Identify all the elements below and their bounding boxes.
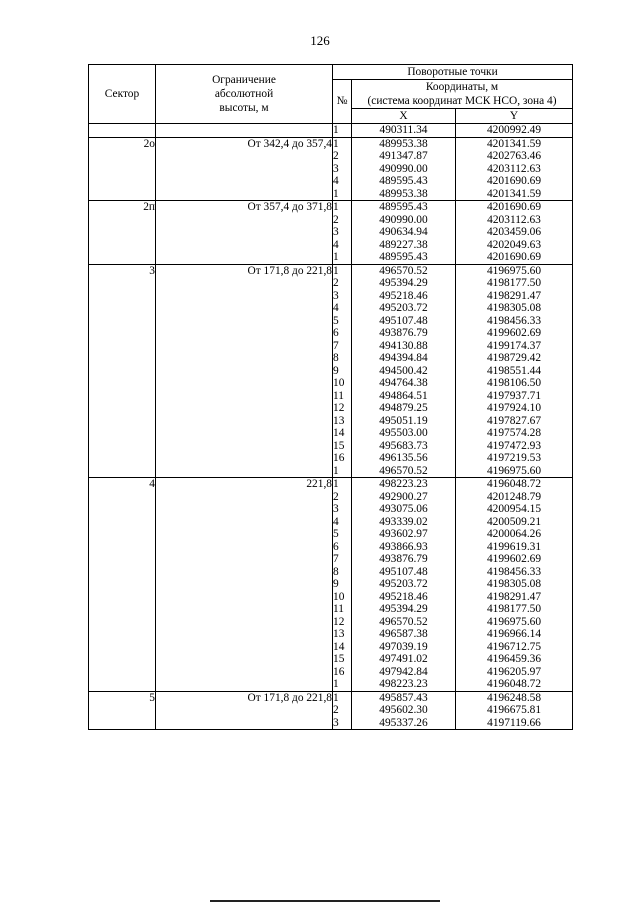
coord-x: 495107.48 (379, 314, 428, 327)
sector-group-row (89, 201, 573, 265)
coord-x: 490990.00 (379, 162, 428, 175)
point-number: 9 (333, 364, 339, 377)
height-limit-cell: От 171,8 до 221,8 (156, 264, 333, 478)
coord-y: 4197472.93 (486, 439, 542, 452)
coord-y: 4196048.72 (486, 478, 542, 490)
coord-x: 489953.38 (379, 187, 428, 200)
coord-x: 493339.02 (379, 515, 428, 528)
scan-edge-mark (210, 900, 440, 902)
coord-y: 4197937.71 (486, 389, 542, 402)
table-body (89, 124, 573, 730)
point-number: 12 (333, 402, 345, 414)
point-number: 15 (333, 653, 345, 665)
point-number: 8 (333, 352, 339, 364)
point-number: 1 (333, 264, 339, 277)
coord-y: 4201248.79 (486, 490, 542, 503)
point-number: 11 (333, 603, 344, 615)
coord-y: 4199174.37 (486, 339, 542, 352)
coord-y: 4200954.15 (486, 503, 542, 515)
header-coords-line-1: Координаты, м (425, 81, 499, 93)
sector-cell: 2п (89, 201, 156, 265)
coord-y: 4201690.69 (486, 175, 542, 187)
point-number: 6 (333, 327, 339, 339)
point-number: 14 (333, 640, 345, 653)
coord-y: 4196675.81 (486, 704, 542, 716)
coord-y: 4197827.67 (486, 414, 542, 427)
coord-y: 4200509.21 (486, 515, 542, 528)
coord-x: 495107.48 (379, 565, 428, 578)
point-number: 2 (333, 277, 339, 289)
coord-x: 495218.46 (379, 590, 428, 603)
coord-x: 495857.43 (379, 691, 428, 704)
coord-y: 4199619.31 (486, 540, 542, 553)
coord-y: 4196975.60 (486, 464, 542, 477)
coord-y: 4196712.75 (486, 640, 542, 653)
coord-y: 4196975.60 (486, 615, 542, 628)
point-number: 3 (333, 226, 339, 238)
point-number: 2 (333, 150, 339, 162)
coord-y: 4197574.28 (486, 427, 542, 439)
header-limit-line-3: высоты, м (219, 102, 269, 114)
coord-x: 495394.29 (379, 603, 428, 615)
point-number: 5 (333, 314, 339, 327)
point-number: 3 (333, 289, 339, 302)
point-number: 16 (333, 452, 345, 464)
point-number: 1 (333, 478, 339, 490)
coord-x-cell (352, 137, 456, 201)
coord-x: 493602.97 (379, 528, 428, 540)
point-number: 4 (333, 238, 339, 251)
coord-x: 490990.00 (379, 213, 428, 226)
coord-x: 494764.38 (379, 377, 428, 389)
coord-x: 493075.06 (379, 503, 428, 515)
coord-y: 4201690.69 (486, 201, 542, 213)
header-limit-line-1: Ограничение (212, 74, 276, 86)
header-height-limit (156, 65, 333, 124)
coord-x: 497491.02 (379, 653, 428, 665)
point-number: 10 (333, 377, 345, 389)
header-coords-line-2: (система координат МСК НСО, зона 4) (367, 95, 557, 107)
point-number: 16 (333, 665, 345, 678)
coord-x: 495218.46 (379, 289, 428, 302)
coord-x: 495203.72 (379, 578, 428, 590)
point-number: 5 (333, 528, 339, 540)
point-number: 3 (333, 503, 339, 515)
coord-x: 495503.00 (379, 427, 428, 439)
coord-x: 496587.38 (379, 628, 428, 640)
point-number: 4 (333, 175, 339, 187)
coord-x: 490634.94 (379, 226, 428, 238)
coord-x: 495602.30 (379, 704, 428, 716)
point-number: 12 (333, 615, 345, 628)
coord-x: 496135.56 (379, 452, 428, 464)
sector-cell: 2о (89, 137, 156, 201)
coord-x: 490311.34 (379, 124, 428, 136)
sector-cell: 3 (89, 264, 156, 478)
coord-x: 494879.25 (379, 402, 428, 414)
coord-x: 496570.52 (379, 464, 428, 477)
coord-x: 498223.23 (379, 478, 428, 490)
coord-x: 494130.88 (379, 339, 428, 352)
coord-x: 496570.52 (379, 615, 428, 628)
coord-y: 4198177.50 (486, 277, 542, 289)
point-number: 2 (333, 490, 339, 503)
point-number: 2 (333, 213, 339, 226)
coord-x: 489595.43 (379, 251, 428, 263)
header-y: Y (456, 109, 573, 124)
coordinates-table (88, 64, 573, 730)
coord-y: 4198729.42 (486, 352, 542, 364)
point-number: 14 (333, 427, 345, 439)
coord-y: 4198106.50 (486, 377, 542, 389)
coord-y: 4196975.60 (486, 264, 542, 277)
height-limit-cell: От 357,4 до 371,8 (156, 201, 333, 265)
coord-y: 4203112.63 (487, 213, 541, 226)
point-number: 1 (333, 678, 339, 690)
header-x: X (352, 109, 456, 124)
point-number: 1 (333, 124, 339, 136)
point-number: 15 (333, 439, 345, 452)
coord-x: 493866.93 (379, 540, 428, 553)
coord-x-cell (352, 124, 456, 138)
coord-x: 495394.29 (379, 277, 428, 289)
point-number-cell (333, 264, 352, 478)
coord-y-cell (456, 137, 573, 201)
coord-y: 4200992.49 (486, 124, 542, 136)
coord-y: 4197119.66 (487, 716, 541, 729)
coord-x-cell (352, 264, 456, 478)
coord-x: 489227.38 (379, 238, 428, 251)
coord-x-cell (352, 691, 456, 730)
coord-y: 4198551.44 (486, 364, 542, 377)
coord-y: 4201341.59 (486, 187, 542, 200)
sector-group-row (89, 691, 573, 730)
header-coordinates (352, 80, 573, 109)
coord-y: 4196205.97 (486, 665, 542, 678)
coord-x: 494500.42 (379, 364, 428, 377)
coord-x: 495203.72 (379, 302, 428, 314)
point-number: 9 (333, 578, 339, 590)
height-limit-cell (156, 124, 333, 138)
point-number: 6 (333, 540, 339, 553)
coord-y: 4202763.46 (486, 150, 542, 162)
coord-x: 495683.73 (379, 439, 428, 452)
coord-y: 4203112.63 (487, 162, 541, 175)
table-header (89, 65, 573, 124)
point-number: 3 (333, 716, 339, 729)
point-number: 7 (333, 553, 339, 565)
coord-x: 497039.19 (379, 640, 428, 653)
point-number: 1 (333, 251, 339, 263)
sector-group-row (89, 137, 573, 201)
coord-y: 4202049.63 (486, 238, 542, 251)
sector-group-row (89, 124, 573, 138)
point-number-cell (333, 691, 352, 730)
sector-cell: 5 (89, 691, 156, 730)
coord-x: 492900.27 (379, 490, 428, 503)
coord-y: 4203459.06 (486, 226, 542, 238)
coord-y: 4198177.50 (486, 603, 542, 615)
point-number: 2 (333, 704, 339, 716)
point-number-cell (333, 201, 352, 265)
coord-y: 4196048.72 (486, 678, 542, 690)
coord-y: 4198456.33 (486, 314, 542, 327)
point-number: 10 (333, 590, 345, 603)
coord-y-cell (456, 478, 573, 692)
coord-x: 493876.79 (379, 553, 428, 565)
coord-x-cell (352, 478, 456, 692)
sector-cell (89, 124, 156, 138)
coord-y: 4199602.69 (486, 327, 542, 339)
coord-x: 497942.84 (379, 665, 428, 678)
coord-x: 491347.87 (379, 150, 428, 162)
coord-x-cell (352, 201, 456, 265)
coord-x: 498223.23 (379, 678, 428, 690)
header-turning-points: Поворотные точки (333, 65, 573, 80)
sector-cell: 4 (89, 478, 156, 692)
coord-y: 4197924.10 (486, 402, 542, 414)
coord-y-cell (456, 691, 573, 730)
header-limit-line-2: абсолютной (214, 88, 274, 100)
point-number: 4 (333, 302, 339, 314)
sector-group-row (89, 478, 573, 692)
coord-x: 489953.38 (379, 137, 428, 150)
point-number: 13 (333, 628, 345, 640)
point-number: 11 (333, 389, 344, 402)
height-limit-cell: 221,8 (156, 478, 333, 692)
coord-y: 4196459.36 (486, 653, 542, 665)
coord-x: 489595.43 (379, 175, 428, 187)
coord-y: 4197219.53 (486, 452, 542, 464)
coord-y: 4198305.08 (486, 302, 542, 314)
coord-x: 494394.84 (379, 352, 428, 364)
coord-y-cell (456, 124, 573, 138)
point-number: 1 (333, 691, 339, 704)
coord-x: 496570.52 (379, 264, 428, 277)
point-number: 3 (333, 162, 339, 175)
point-number-cell (333, 478, 352, 692)
coord-x: 495337.26 (379, 716, 428, 729)
coord-x: 493876.79 (379, 327, 428, 339)
coord-y: 4198291.47 (486, 590, 542, 603)
coord-y: 4200064.26 (486, 528, 542, 540)
height-limit-cell: От 342,4 до 357,4 (156, 137, 333, 201)
point-number: 8 (333, 565, 339, 578)
point-number: 7 (333, 339, 339, 352)
point-number-cell (333, 124, 352, 138)
coord-y: 4196248.58 (486, 691, 542, 704)
point-number: 1 (333, 464, 339, 477)
coord-x: 489595.43 (379, 201, 428, 213)
sector-group-row (89, 264, 573, 478)
coord-y: 4198456.33 (486, 565, 542, 578)
coord-y: 4201690.69 (486, 251, 542, 263)
coord-y: 4201341.59 (486, 137, 542, 150)
header-number: № (333, 80, 352, 124)
header-sector: Сектор (89, 65, 156, 124)
coord-y: 4198291.47 (486, 289, 542, 302)
coord-y-cell (456, 201, 573, 265)
point-number: 4 (333, 515, 339, 528)
coord-y: 4198305.08 (486, 578, 542, 590)
coord-y: 4199602.69 (486, 553, 542, 565)
coord-y: 4196966.14 (486, 628, 542, 640)
point-number: 1 (333, 137, 339, 150)
coord-x: 494864.51 (379, 389, 428, 402)
point-number: 13 (333, 414, 345, 427)
coord-y-cell (456, 264, 573, 478)
page-number: 126 (310, 33, 330, 48)
point-number: 1 (333, 201, 339, 213)
height-limit-cell: От 171,8 до 221,8 (156, 691, 333, 730)
point-number-cell (333, 137, 352, 201)
point-number: 1 (333, 187, 339, 200)
coord-x: 495051.19 (379, 414, 428, 427)
